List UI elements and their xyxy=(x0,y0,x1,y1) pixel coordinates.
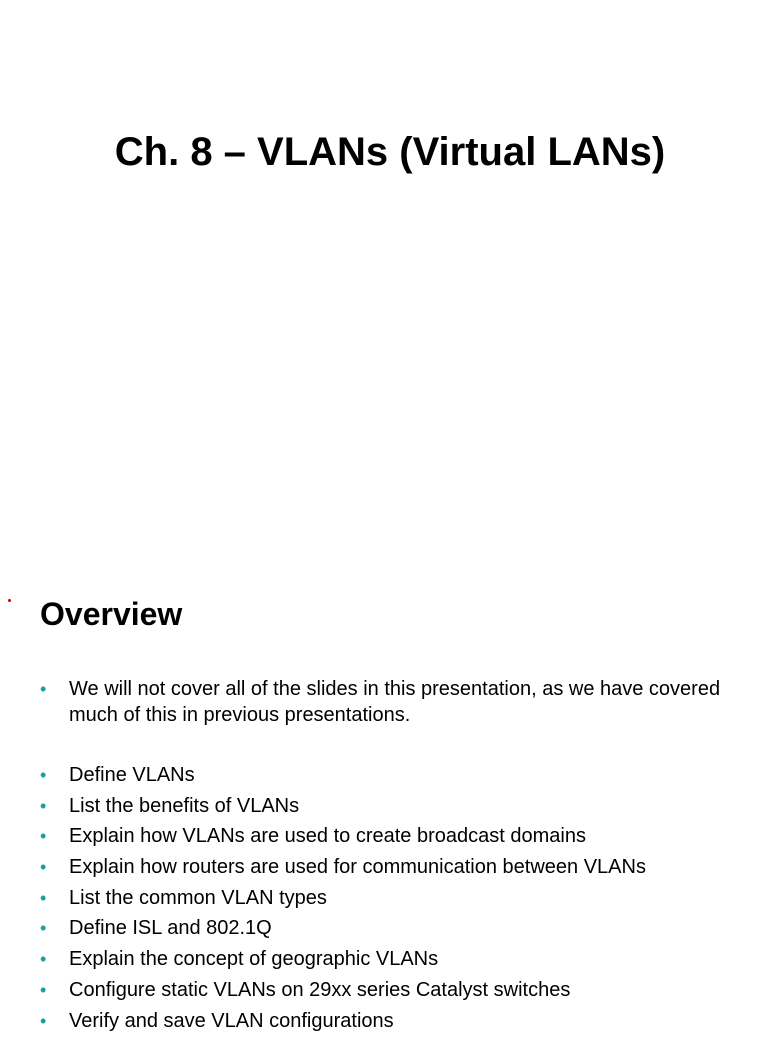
bullet-text: Verify and save VLAN configurations xyxy=(69,1009,394,1032)
bullet-icon: • xyxy=(40,795,47,816)
overview-heading: Overview xyxy=(40,596,183,632)
list-item xyxy=(40,676,740,728)
bullet-icon: • xyxy=(40,1010,47,1031)
slide-marker-dot xyxy=(8,599,11,602)
list-item xyxy=(40,977,740,1003)
bullet-text: List the common VLAN types xyxy=(69,886,327,909)
bullet-text: Define ISL and 802.1Q xyxy=(69,917,272,940)
list-item xyxy=(40,885,740,911)
bullet-text: Explain how routers are used for communication between VLANs xyxy=(69,856,646,879)
bullet-icon: • xyxy=(40,857,47,878)
bullet-text: Define VLANs xyxy=(69,764,195,786)
bullet-icon: • xyxy=(40,826,47,847)
list-item xyxy=(40,946,740,972)
bullet-text: Configure static VLANs on 29xx series Catalyst switches xyxy=(69,978,571,1001)
list-item xyxy=(40,1008,740,1034)
list-item xyxy=(40,793,740,819)
bullet-icon: • xyxy=(40,949,47,970)
bullet-text: List the benefits of VLANs xyxy=(69,794,300,817)
list-item xyxy=(40,823,740,849)
bullet-text: Explain the concept of geographic VLANs xyxy=(69,948,439,971)
slide-title: Ch. 8 – VLANs (Virtual LANs) xyxy=(114,130,666,174)
bullet-icon: • xyxy=(40,887,47,908)
bullet-icon: • xyxy=(40,765,47,785)
bullet-icon: • xyxy=(40,979,47,1000)
bullet-icon: • xyxy=(40,918,47,939)
bullet-text: Explain how VLANs are used to create broadcast domains xyxy=(69,825,586,848)
list-item xyxy=(40,762,740,788)
bullet-icon: • xyxy=(40,679,47,699)
overview-bullet-list xyxy=(40,676,740,1038)
list-item xyxy=(40,915,740,941)
bullet-text: We will not cover all of the slides in this presentation, as we have covered much of this in previous presentations. xyxy=(69,678,721,726)
list-item xyxy=(40,854,740,880)
